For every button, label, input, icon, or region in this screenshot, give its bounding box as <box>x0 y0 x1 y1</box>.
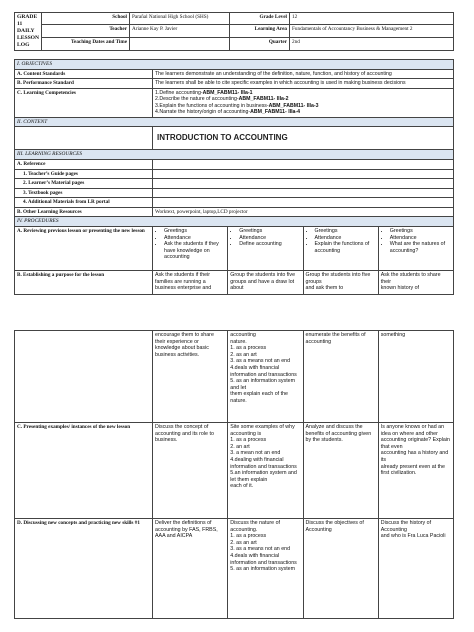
performance-standard-label: B. Performance Standard <box>15 79 153 89</box>
list-item: • Greetings <box>315 228 376 235</box>
procedure-c-day4: Is anyone knows or had an idea on where and other accounting originate? Explain that even accounting has a history and its already present even at the first civilization. <box>378 423 453 519</box>
content-standards-value: The learners demonstrate an understanding of the definition, nature, function, and history of accounting <box>153 69 454 79</box>
school-value: Parañal National High School (SHS) <box>130 13 230 25</box>
procedure-d-day2: Discuss the nature of accounting. 1. as a process 2. as an art 3. as a means not an end 4.deals with financial information and transactions 5. as an information system <box>228 519 303 619</box>
continued-day4: something <box>378 331 453 423</box>
grade-label: Grade Level <box>230 13 290 25</box>
learning-competencies-label: C. Learning Competencies <box>15 88 153 117</box>
lm-pages-label: 2. Learner’s Material pages <box>15 179 153 189</box>
procedure-a-day1 <box>153 226 228 270</box>
learning-competencies-list <box>153 88 454 117</box>
procedure-b-day3: Group the students into five groups and ask them to <box>303 270 378 294</box>
list-item: • Attendance <box>315 235 376 242</box>
school-label: School <box>42 13 130 25</box>
procedure-b-day1: Ask the students if their families are running a business enterprise and <box>153 270 228 294</box>
procedure-a-label: A. Reviewing previous lesson or presenting the new lesson <box>15 226 153 270</box>
competency-3: 3.Explain the functions of accounting in business-ABM_FABM11- IIIa-3 <box>155 102 319 109</box>
header-table <box>14 12 454 51</box>
procedure-b-day2: Group the students into five groups and have a draw lot about <box>228 270 303 294</box>
list-item: • Attendance <box>164 235 225 242</box>
dates-value <box>130 37 230 50</box>
textbook-pages-label: 3. Textbook pages <box>15 188 153 198</box>
list-item: • Greetings <box>164 228 225 235</box>
other-resources-label: B. Other Learning Resources <box>15 207 153 217</box>
lr-portal-label: 4. Additional Materials from LR portal <box>15 198 153 208</box>
continued-day2: accounting nature. 1. as a process 2. as an art 3. as a means not an end 4.deals with financial information and transactions 5. as an information system and let them explain each of the nature. <box>228 331 303 423</box>
resources-heading: III. LEARNING RESOURCES <box>15 150 454 160</box>
teacher-value: Arianne Kay P. Javier <box>130 25 230 38</box>
other-resources-value: Worktext, powerpoint, laptop,LCD projector <box>153 207 454 217</box>
dll-title: GRADE 11 DAILY LESSON LOG <box>15 13 42 51</box>
continued-day3: enumerate the benefits of accounting <box>303 331 378 423</box>
procedure-c-day1: Discuss the concept of accounting and its role to business. <box>153 423 228 519</box>
tg-pages-label: 1. Teacher’s Guide pages <box>15 169 153 179</box>
content-blank <box>15 127 153 150</box>
dll-main-table <box>14 59 454 295</box>
list-item: • Greetings <box>239 228 300 235</box>
content-heading: II. CONTENT <box>15 117 454 127</box>
procedure-c-day3: Analyze and discuss the benefits of accounting given by the students. <box>303 423 378 519</box>
list-item: • Greetings <box>390 228 451 235</box>
competency-4: 4.Narrate the history/origin of accounting-ABM_FABM11- IIIa-4 <box>155 109 301 116</box>
list-item: • What are the natures of accounting? <box>390 241 451 254</box>
procedure-c-day2: Site some examples of why accounting is 1. as a process 2. an art 3. a mean not an end 4.dealing with financial information and transactions 5.an information system and let them explain each of it. <box>228 423 303 519</box>
competency-1: 1.Define accounting-ABM_FABM11- IIIa-1 <box>155 89 253 96</box>
lesson-title: INTRODUCTION TO ACCOUNTING <box>153 127 454 150</box>
procedure-a-day4 <box>378 226 453 270</box>
procedure-a-day3 <box>303 226 378 270</box>
continued-day1: encourage them to share their experience or knowledge about basic business activities. <box>153 331 228 423</box>
grade-value: 12 <box>290 13 454 25</box>
quarter-label: Quarter <box>230 37 290 50</box>
page-one <box>14 12 454 298</box>
procedure-d-label: D. Discussing new concepts and practicing new skills #1 <box>15 519 153 619</box>
procedure-d-day3: Discuss the objectives of Accounting <box>303 519 378 619</box>
dates-label: Teaching Dates and Time <box>42 37 130 50</box>
list-item: • Attendance <box>390 235 451 242</box>
list-item: • Ask the students if they have knowledge on accounting <box>164 241 225 261</box>
page-two <box>14 330 454 630</box>
list-item: • Attendance <box>239 235 300 242</box>
competency-2: 2.Describe the nature of accounting-ABM_FABM11- IIIa-2 <box>155 96 289 103</box>
quarter-value: 2nd <box>290 37 454 50</box>
procedure-c-label: C. Presenting examples/ instances of the new lesson <box>15 423 153 519</box>
area-value: Fundamentals of Accountancy Business & Management 2 <box>290 25 454 38</box>
procedure-d-day1: Deliver the definitions of accounting by FAS, FRBS, AAA and AICPA <box>153 519 228 619</box>
content-standards-label: A. Content Standards <box>15 69 153 79</box>
objectives-heading: I. OBJECTIVES <box>15 59 454 69</box>
list-item: • Explain the functions of accounting <box>315 241 376 254</box>
dll-continued-table <box>14 330 454 619</box>
procedure-a-day2 <box>228 226 303 270</box>
performance-standard-value: The learners shall be able to cite specific examples in which accounting is used in making business decisions <box>153 79 454 89</box>
list-item: • Define accounting <box>239 241 300 248</box>
reference-label: A. Reference <box>15 160 153 170</box>
procedure-d-day4: Discuss the history of Accounting and who is Fra Luca Pacioli <box>378 519 453 619</box>
procedures-heading: IV. PROCEDURES <box>15 217 454 227</box>
procedure-b-label: B. Establishing a purpose for the lesson <box>15 270 153 294</box>
area-label: Learning Area <box>230 25 290 38</box>
teacher-label: Teacher <box>42 25 130 38</box>
procedure-b-day4: Ask the students to share their known history of <box>378 270 453 294</box>
